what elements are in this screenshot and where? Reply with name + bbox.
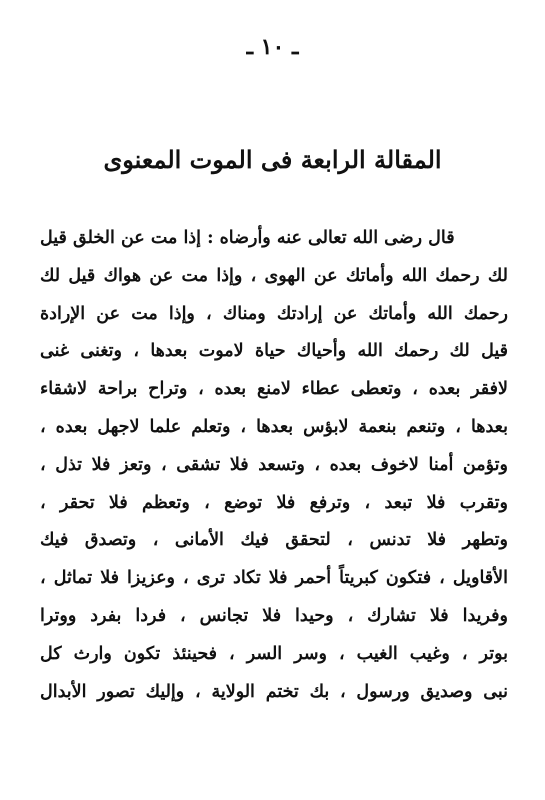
text-line: وتقرب فلا تبعد ، وترفع فلا توضع ، وتعظم فلا تحقر ، [40,492,508,513]
chapter-title: المقالة الرابعة فى الموت المعنوى [103,145,442,174]
text-line: وفريدا فلا تشارك ، وحيدا فلا تجانس ، فردا بفرد ووترا [40,605,508,626]
text-line: بوتر ، وغيب الغيب ، وسر السر ، فحينئذ تكون وارث كل [40,643,508,664]
text-line: لافقر بعده ، وتعطى عطاء لامنع بعده ، وتراح براحة لاشقاء [40,379,508,400]
text-line: الأقاويل ، فتكون كبريتاً أحمر فلا تكاد ترى ، وعزيزا فلا تماثل ، [40,568,508,589]
text-line: وتؤمن أمنا لاخوف بعده ، وتسعد فلا تشقى ، وتعز فلا تذل ، [40,454,508,475]
text-line: رحمك الله وأماتك عن إرادتك ومناك ، وإذا مت عن الإرادة [40,303,508,324]
text-line: نبى وصديق ورسول ، بك تختم الولاية ، وإليك تصور الأبدال [40,681,508,702]
text-line: لك رحمك الله وأماتك عن الهوى ، وإذا مت عن هواك قيل لك [40,265,508,286]
text-line: قال رضى الله تعالى عنه وأرضاه : إذا مت عن الخلق قيل [40,228,455,248]
text-line: وتطهر فلا تدنس ، لتحقق فيك الأمانى ، وتصدق فيك [40,530,508,551]
text-line: بعدها ، وتنعم بنعمة لابؤس بعدها ، وتعلم علما لاجهل بعده ، [40,416,508,437]
body-text [40,220,508,711]
page-number: ـ ١٠ ـ [246,34,299,60]
text-line: قيل لك رحمك الله وأحياك حياة لاموت بعدها ، وتغنى غنى [40,341,508,362]
